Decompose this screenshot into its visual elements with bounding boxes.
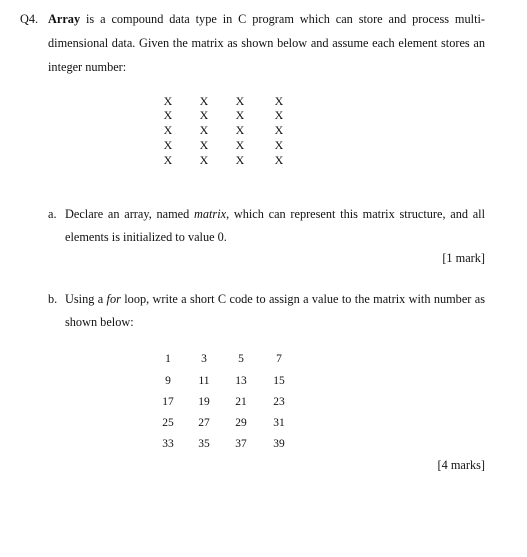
x-cell: X: [274, 108, 284, 122]
x-cell: X: [163, 108, 173, 122]
number-cell: 15: [273, 375, 285, 387]
number-matrix: [156, 352, 296, 462]
x-cell: X: [235, 153, 245, 167]
x-cell: X: [199, 138, 209, 152]
part-b-line-1-post: loop, write a short C code to assign a value to the matrix with number as: [120, 292, 485, 306]
number-cell: 11: [198, 375, 210, 387]
number-cell: 21: [235, 396, 247, 408]
part-a-line-1: [65, 207, 485, 221]
number-matrix-row: [156, 352, 296, 370]
for-term: for: [106, 292, 121, 306]
x-matrix: [158, 95, 298, 175]
number-cell: 17: [162, 396, 174, 408]
part-b-label: b.: [48, 292, 58, 306]
part-a-line-1-post: , which can represent this matrix structure, and all: [226, 207, 485, 221]
number-cell: 19: [198, 396, 210, 408]
x-cell: X: [163, 94, 173, 108]
x-cell: X: [274, 94, 284, 108]
question-intro-line-1-text: is a compound data type in C program which can store and process multi-: [80, 12, 485, 26]
number-cell: 5: [238, 353, 244, 365]
x-cell: X: [235, 94, 245, 108]
number-matrix-row: [156, 437, 296, 455]
number-cell: 33: [162, 438, 174, 450]
x-matrix-row: [158, 139, 298, 151]
x-matrix-row: [158, 95, 298, 107]
number-cell: 35: [198, 438, 210, 450]
x-cell: X: [274, 138, 284, 152]
x-matrix-row: [158, 124, 298, 136]
x-cell: X: [235, 138, 245, 152]
number-cell: 3: [201, 353, 207, 365]
question-intro-line-3: integer number:: [48, 60, 127, 74]
number-cell: 13: [235, 375, 247, 387]
matrix-term: matrix: [193, 207, 227, 221]
x-cell: X: [199, 108, 209, 122]
x-cell: X: [274, 153, 284, 167]
number-cell: 31: [273, 417, 285, 429]
x-matrix-row: [158, 109, 298, 121]
number-cell: 7: [276, 353, 282, 365]
part-b-line-1-pre: Using a: [65, 292, 107, 306]
part-a-line-1-pre: Declare an array, named: [65, 207, 194, 221]
x-cell: X: [274, 123, 284, 137]
question-number: Q4.: [20, 12, 39, 26]
x-cell: X: [199, 94, 209, 108]
part-b-marks: [4 marks]: [437, 458, 485, 472]
number-matrix-row: [156, 416, 296, 434]
part-a-label: a.: [48, 207, 57, 221]
part-a-marks: [1 mark]: [442, 251, 485, 265]
number-cell: 39: [273, 438, 285, 450]
part-b-line-1: [65, 292, 485, 306]
part-b-line-2: shown below:: [65, 315, 134, 329]
number-cell: 25: [162, 417, 174, 429]
number-matrix-row: [156, 395, 296, 413]
number-cell: 1: [165, 353, 171, 365]
x-cell: X: [163, 123, 173, 137]
x-cell: X: [235, 123, 245, 137]
x-cell: X: [163, 138, 173, 152]
number-matrix-row: [156, 374, 296, 392]
x-cell: X: [235, 108, 245, 122]
x-matrix-row: [158, 154, 298, 166]
number-cell: 23: [273, 396, 285, 408]
number-cell: 27: [198, 417, 210, 429]
x-cell: X: [199, 123, 209, 137]
x-cell: X: [163, 153, 173, 167]
number-cell: 29: [235, 417, 247, 429]
question-intro-line-2: dimensional data. Given the matrix as shown below and assume each element stores an: [48, 36, 485, 50]
part-a-line-2: elements is initialized to value 0.: [65, 230, 227, 244]
number-cell: 37: [235, 438, 247, 450]
array-term: Array: [48, 12, 81, 26]
x-cell: X: [199, 153, 209, 167]
number-cell: 9: [165, 375, 171, 387]
question-intro-line-1: [48, 12, 485, 26]
